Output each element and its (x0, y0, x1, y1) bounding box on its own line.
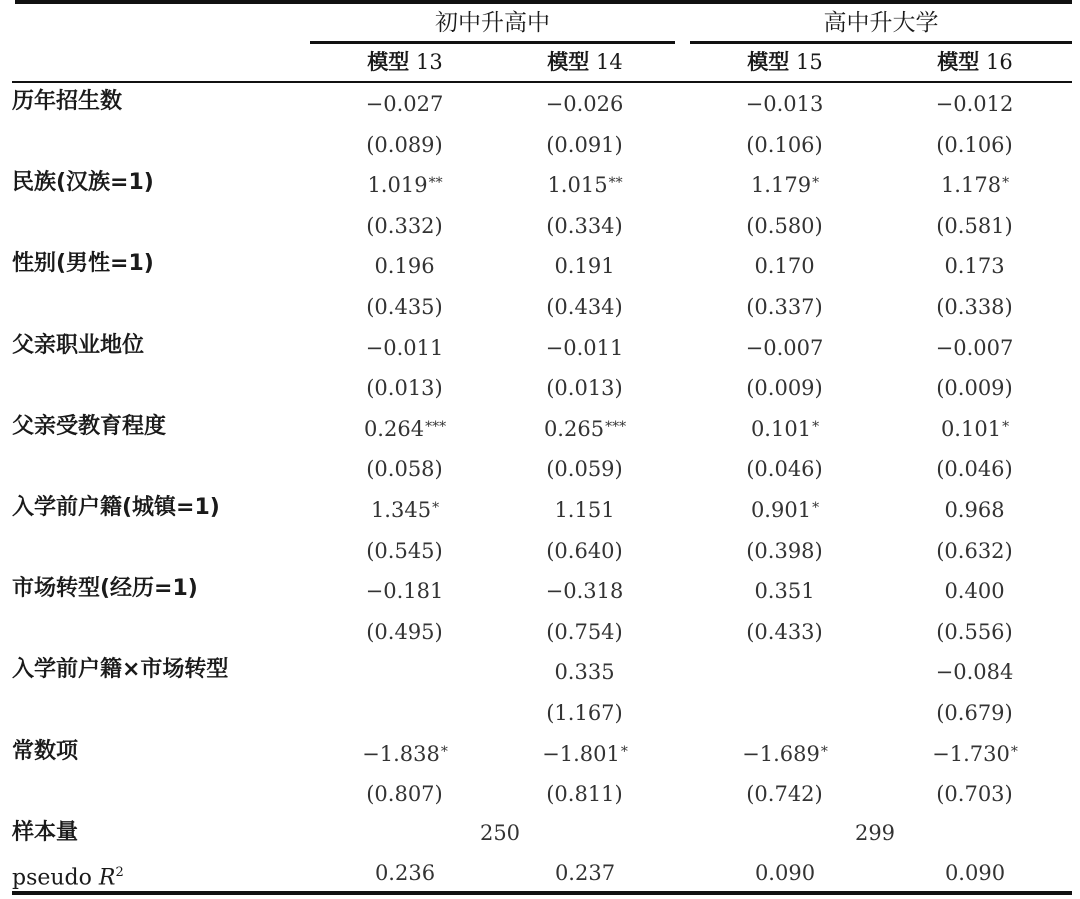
table-row (0, 366, 1080, 407)
table-cell (880, 123, 1070, 166)
table-cell (690, 569, 880, 612)
table-cell (690, 732, 880, 775)
table-cell (880, 285, 1070, 328)
model-header (880, 42, 1070, 82)
table-cell (690, 244, 880, 287)
row-label: 民族(汉族=1) (12, 170, 154, 196)
table-cell (310, 772, 500, 815)
model-number: 15 (795, 50, 823, 74)
cell-value: (0.433) (746, 619, 823, 644)
table-row (0, 732, 1080, 773)
table-cell (310, 488, 500, 531)
table-body (0, 82, 1080, 894)
row-label: 入学前户籍×市场转型 (12, 657, 229, 683)
cell-value: (0.580) (746, 213, 823, 238)
significance-stars: * (1010, 743, 1018, 760)
group-header-junior-to-senior: 初中升高中 (435, 10, 550, 36)
table-cell (490, 407, 680, 450)
cell-value: 1.019 (367, 173, 428, 198)
significance-stars: * (432, 499, 440, 516)
table-cell (690, 285, 880, 328)
cell-value: (0.556) (936, 619, 1013, 644)
cell-value: (0.807) (366, 782, 443, 807)
table-cell (310, 204, 500, 247)
table-cell: 0.237 (554, 861, 616, 886)
table-cell (690, 488, 880, 531)
table-cell (690, 82, 880, 125)
table-cell (310, 732, 500, 775)
cell-value: (0.334) (546, 213, 623, 238)
row-label: 入学前户籍(城镇=1) (12, 494, 220, 520)
table-cell (880, 488, 1070, 531)
cell-value: −0.084 (935, 660, 1014, 685)
table-cell (310, 123, 500, 166)
cell-value: 0.196 (374, 254, 435, 279)
table-cell (880, 407, 1070, 450)
group-header-senior-to-college: 高中升大学 (823, 10, 939, 36)
cell-value: (0.632) (936, 538, 1013, 563)
cell-value: −1.838 (362, 741, 440, 766)
cell-value: 0.191 (554, 254, 615, 279)
significance-stars: * (812, 499, 820, 516)
table-cell (490, 569, 680, 612)
cell-value: (0.013) (366, 376, 443, 401)
table-row (0, 529, 1080, 570)
cell-value: −1.689 (742, 741, 820, 766)
table-cell (490, 163, 680, 206)
significance-stars: ** (608, 175, 623, 192)
cell-value: (0.703) (936, 782, 1013, 807)
table-row (0, 163, 1080, 204)
table-cell (690, 123, 880, 166)
cell-value: 1.345 (370, 497, 432, 522)
cell-value: (0.581) (936, 213, 1013, 238)
significance-stars: * (1002, 418, 1010, 435)
cell-value: 1.178 (940, 173, 1002, 198)
table-row (0, 569, 1080, 610)
cell-value: (0.398) (746, 538, 823, 563)
table-cell (310, 691, 500, 734)
cell-value: (0.106) (936, 132, 1013, 157)
model-header (490, 42, 680, 82)
table-cell: 0.090 (754, 861, 816, 886)
model-header (310, 42, 500, 82)
table-cell (490, 285, 680, 328)
cell-value: (0.754) (546, 619, 623, 644)
table-cell (880, 691, 1070, 734)
table-cell (490, 366, 680, 409)
table-cell (880, 610, 1070, 653)
table-row (0, 82, 1080, 123)
cell-value: −0.011 (545, 335, 624, 360)
model-label: 模型 (367, 50, 410, 74)
cell-value: (0.338) (936, 294, 1013, 319)
table-row (0, 326, 1080, 367)
cell-value: −0.013 (745, 92, 824, 116)
table-cell (690, 366, 880, 409)
table-cell (310, 285, 500, 328)
cell-value: 1.179 (750, 173, 812, 198)
table-cell (310, 326, 500, 369)
table-cell (880, 732, 1070, 775)
significance-stars: ** (428, 175, 443, 192)
cell-value: (0.009) (936, 376, 1013, 401)
cell-value: −0.011 (365, 335, 444, 360)
model-label: 模型 (937, 50, 980, 74)
pseudo-text: pseudo (12, 865, 99, 891)
table-row (0, 691, 1080, 732)
cell-value: 0.400 (944, 579, 1005, 604)
significance-stars: *** (425, 418, 447, 435)
sample-size-junior: 250 (479, 820, 521, 845)
table-cell (690, 326, 880, 369)
cell-value: (0.059) (546, 457, 623, 482)
table-row (0, 204, 1080, 245)
cell-value: 0.170 (754, 254, 815, 279)
cell-value: −0.007 (745, 335, 824, 360)
cell-value: 0.335 (554, 660, 615, 685)
table-cell (310, 163, 500, 206)
table-cell (690, 772, 880, 815)
r-symbol: R (98, 865, 116, 891)
table-cell (880, 772, 1070, 815)
table-row (0, 488, 1080, 529)
cell-value: (0.337) (746, 294, 823, 319)
table-cell (880, 326, 1070, 369)
table-cell (490, 529, 680, 572)
table-row (0, 244, 1080, 285)
table-cell (880, 529, 1070, 572)
table-row (0, 123, 1080, 164)
cell-value: −0.027 (365, 92, 444, 116)
cell-value: (0.495) (366, 619, 443, 644)
cell-value: 0.101 (750, 416, 812, 441)
model-number: 14 (595, 50, 623, 74)
table-cell (310, 244, 500, 287)
cell-value: 0.901 (750, 497, 812, 522)
table-cell: 0.090 (944, 861, 1006, 886)
table-cell (490, 610, 680, 653)
pseudo-r2-row (0, 853, 1080, 894)
r-superscript: 2 (115, 865, 124, 881)
model-number: 13 (415, 50, 443, 74)
cell-value: −0.318 (545, 579, 624, 604)
cell-value: (0.013) (546, 376, 623, 401)
table-cell (880, 82, 1070, 125)
cell-value: 1.015 (547, 173, 608, 198)
sample-size-row (0, 813, 1080, 854)
row-label: 父亲受教育程度 (12, 413, 167, 439)
row-label: 性别(男性=1) (12, 251, 154, 277)
row-label: 样本量 (12, 819, 79, 845)
table-cell (690, 407, 880, 450)
sample-size-senior: 299 (854, 820, 896, 845)
significance-stars: * (812, 175, 820, 192)
cell-value: (0.058) (366, 457, 443, 482)
table-cell (880, 244, 1070, 287)
table-cell (490, 691, 680, 734)
cell-value: 0.101 (940, 416, 1002, 441)
significance-stars: * (812, 418, 820, 435)
cell-value: (0.811) (546, 782, 623, 807)
significance-stars: * (820, 743, 828, 760)
cell-value: 0.968 (944, 497, 1005, 522)
table-cell (490, 204, 680, 247)
model-label: 模型 (747, 50, 790, 74)
cell-value: 0.173 (944, 254, 1005, 279)
cell-value: −1.801 (542, 741, 620, 766)
table-cell (310, 407, 500, 450)
table-cell (490, 326, 680, 369)
cell-value: (0.434) (546, 294, 623, 319)
table-cell (310, 366, 500, 409)
table-cell (880, 204, 1070, 247)
cell-value: (1.167) (546, 700, 623, 725)
table-cell (880, 163, 1070, 206)
table-cell (490, 650, 680, 693)
cell-value: (0.435) (366, 294, 443, 319)
table-row (0, 610, 1080, 651)
table-cell (880, 447, 1070, 490)
table-cell (880, 650, 1070, 693)
table-cell (490, 772, 680, 815)
significance-stars: * (440, 743, 448, 760)
cell-value: 0.351 (754, 579, 815, 604)
cell-value: (0.545) (366, 538, 443, 563)
table-cell (310, 569, 500, 612)
model-number: 16 (985, 50, 1013, 74)
table-cell (690, 610, 880, 653)
table-cell (310, 447, 500, 490)
cell-value: (0.089) (366, 132, 443, 157)
cell-value: −0.181 (365, 579, 444, 604)
model-header (690, 42, 880, 82)
table-cell (690, 529, 880, 572)
cell-value: −0.012 (935, 92, 1014, 116)
table-row (0, 447, 1080, 488)
cell-value: −1.730 (932, 741, 1010, 766)
significance-stars: *** (605, 418, 627, 435)
table-cell (490, 488, 680, 531)
row-label: 历年招生数 (12, 89, 123, 114)
table-cell (310, 529, 500, 572)
table-cell (490, 447, 680, 490)
table-cell (490, 732, 680, 775)
table-cell (490, 244, 680, 287)
cell-value: (0.046) (746, 457, 823, 482)
cell-value: −0.026 (545, 92, 624, 116)
table-cell (690, 163, 880, 206)
table-cell (690, 447, 880, 490)
row-label: 市场转型(经历=1) (12, 576, 198, 602)
row-label: 父亲职业地位 (12, 332, 145, 358)
table-cell (490, 82, 680, 125)
cell-value: (0.009) (746, 376, 823, 401)
table-row (0, 650, 1080, 691)
table-row (0, 772, 1080, 813)
bottom-rule (12, 891, 1072, 895)
cell-value: −0.007 (935, 335, 1014, 360)
cell-value: 0.265 (543, 416, 605, 441)
table-cell (690, 650, 880, 693)
table-cell: 0.236 (374, 861, 436, 886)
model-label: 模型 (547, 50, 590, 74)
cell-value: 1.151 (554, 497, 615, 522)
cell-value: (0.106) (746, 132, 823, 157)
table-cell (490, 123, 680, 166)
table-cell (310, 610, 500, 653)
table-cell (310, 82, 500, 125)
significance-stars: * (620, 743, 628, 760)
cell-value: (0.046) (936, 457, 1013, 482)
significance-stars: * (1002, 175, 1010, 192)
row-label: 常数项 (12, 738, 79, 764)
cell-value: 0.264 (363, 416, 425, 441)
table-cell (690, 691, 880, 734)
cell-value: (0.640) (546, 538, 623, 563)
cell-value: (0.679) (936, 700, 1013, 725)
table-row (0, 407, 1080, 448)
table-cell (880, 569, 1070, 612)
table-cell (880, 366, 1070, 409)
table-row (0, 285, 1080, 326)
table-cell (690, 204, 880, 247)
cell-value: (0.091) (546, 132, 623, 157)
cell-value: (0.332) (366, 213, 443, 238)
cell-value: (0.742) (746, 782, 823, 807)
table-cell (310, 650, 500, 693)
